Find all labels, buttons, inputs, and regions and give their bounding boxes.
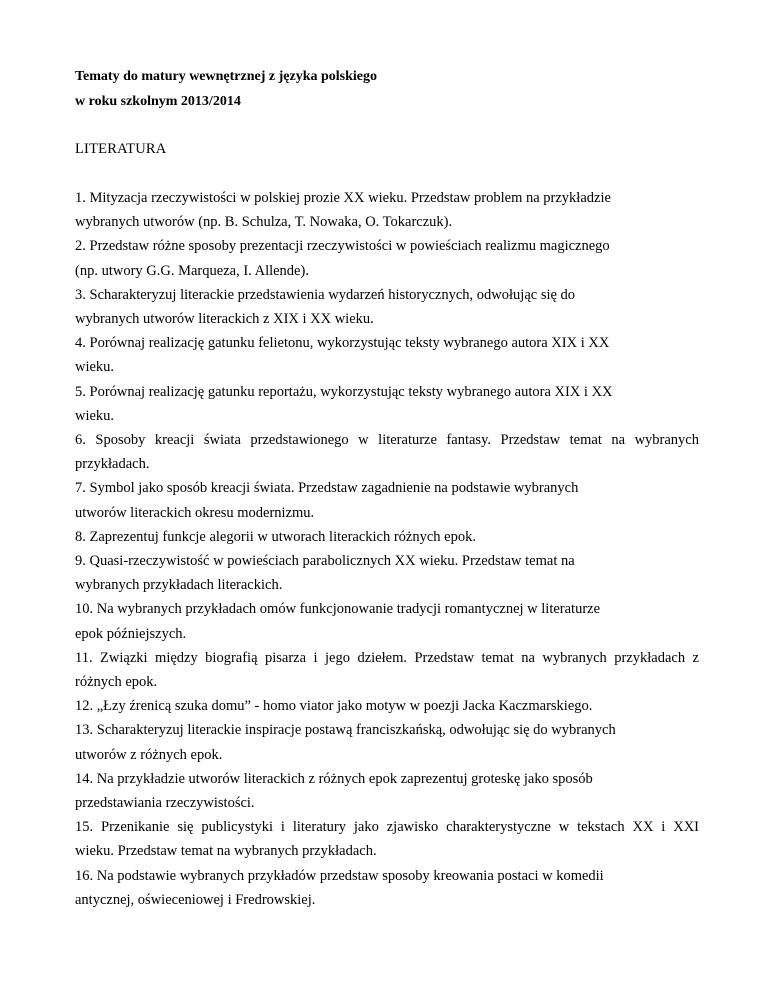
topic-line: 10. Na wybranych przykładach omów funkcjonowanie tradycji romantycznej w literaturze	[75, 601, 601, 618]
document-title	[75, 64, 699, 114]
topic-line: 14. Na przykładzie utworów literackich z różnych epok zaprezentuj groteskę jako sposób	[75, 770, 593, 787]
topic-item-12	[75, 694, 699, 718]
topic-line: 5. Porównaj realizację gatunku reportażu, wykorzystując teksty wybranego autora XIX i XX	[75, 383, 613, 400]
section-heading: LITERATURA	[75, 141, 167, 157]
topic-item-10	[75, 597, 699, 645]
topic-line: 12. „Łzy źrenicą szuka domu” - homo viator jako motyw w poezji Jacka Kaczmarskiego.	[75, 698, 593, 715]
topic-line: 16. Na podstawie wybranych przykładów przedstaw sposoby kreowania postaci w komedii	[75, 867, 604, 884]
topic-line: utworów z różnych epok.	[75, 746, 223, 763]
topic-line: przykładach.	[75, 456, 150, 473]
topic-line: antycznej, oświeceniowej i Fredrowskiej.	[75, 891, 316, 908]
topic-line: wieku.	[75, 359, 115, 376]
topic-line: epok późniejszych.	[75, 625, 187, 642]
topic-item-16	[75, 864, 699, 912]
topic-item-8	[75, 525, 699, 549]
title-line-1: Tematy do matury wewnętrznej z języka polskiego	[75, 69, 377, 84]
topic-line: 3. Scharakteryzuj literackie przedstawienia wydarzeń historycznych, odwołując się do	[75, 286, 576, 303]
topic-item-6	[75, 428, 699, 476]
topic-line: 15. Przenikanie się publicystyki i literatury jako zjawisko charakterystyczne w tekstach XX i XXI	[75, 819, 699, 836]
topic-item-15	[75, 815, 699, 863]
topic-line: 4. Porównaj realizację gatunku felietonu, wykorzystując teksty wybranego autora XIX i XX	[75, 335, 610, 352]
topic-line: 2. Przedstaw różne sposoby prezentacji rzeczywistości w powieściach realizmu magicznego	[75, 238, 610, 255]
topic-item-1	[75, 186, 699, 234]
topic-item-4	[75, 331, 699, 379]
topic-item-11	[75, 646, 699, 694]
title-line-2: w roku szkolnym 2013/2014	[75, 94, 241, 109]
topic-line: wybranych utworów literackich z XIX i XX wieku.	[75, 311, 374, 328]
topic-item-9	[75, 549, 699, 597]
topic-line: wieku.	[75, 407, 115, 424]
topic-line: wybranych przykładach literackich.	[75, 577, 283, 594]
topic-item-14	[75, 767, 699, 815]
topic-line: 13. Scharakteryzuj literackie inspiracje postawą franciszkańską, odwołując się do wybranych	[75, 722, 616, 739]
topic-line: 7. Symbol jako sposób kreacji świata. Przedstaw zagadnienie na podstawie wybranych	[75, 480, 579, 497]
topic-line: wieku. Przedstaw temat na wybranych przykładach.	[75, 843, 377, 860]
topic-line: (np. utwory G.G. Marqueza, I. Allende).	[75, 262, 309, 279]
topic-line: przedstawiania rzeczywistości.	[75, 795, 255, 812]
topic-list	[75, 186, 699, 912]
topic-line: wybranych utworów (np. B. Schulza, T. Nowaka, O. Tokarczuk).	[75, 214, 453, 231]
topic-item-5	[75, 380, 699, 428]
topic-item-13	[75, 718, 699, 766]
topic-line: utworów literackich okresu modernizmu.	[75, 504, 315, 521]
topic-line: 9. Quasi-rzeczywistość w powieściach parabolicznych XX wieku. Przedstaw temat na	[75, 553, 575, 570]
topic-item-7	[75, 476, 699, 524]
topic-line: 11. Związki między biografią pisarza i jego dziełem. Przedstaw temat na wybranych przykładach z	[75, 649, 699, 666]
topic-line: 6. Sposoby kreacji świata przedstawionego w literaturze fantasy. Przedstaw temat na wybranych	[75, 432, 699, 449]
topic-line: różnych epok.	[75, 674, 158, 691]
topic-item-2	[75, 234, 699, 282]
document-page	[75, 64, 699, 912]
topic-item-3	[75, 283, 699, 331]
topic-line: 8. Zaprezentuj funkcje alegorii w utworach literackich różnych epok.	[75, 528, 476, 545]
topic-line: 1. Mityzacja rzeczywistości w polskiej prozie XX wieku. Przedstaw problem na przykładzie	[75, 190, 611, 206]
